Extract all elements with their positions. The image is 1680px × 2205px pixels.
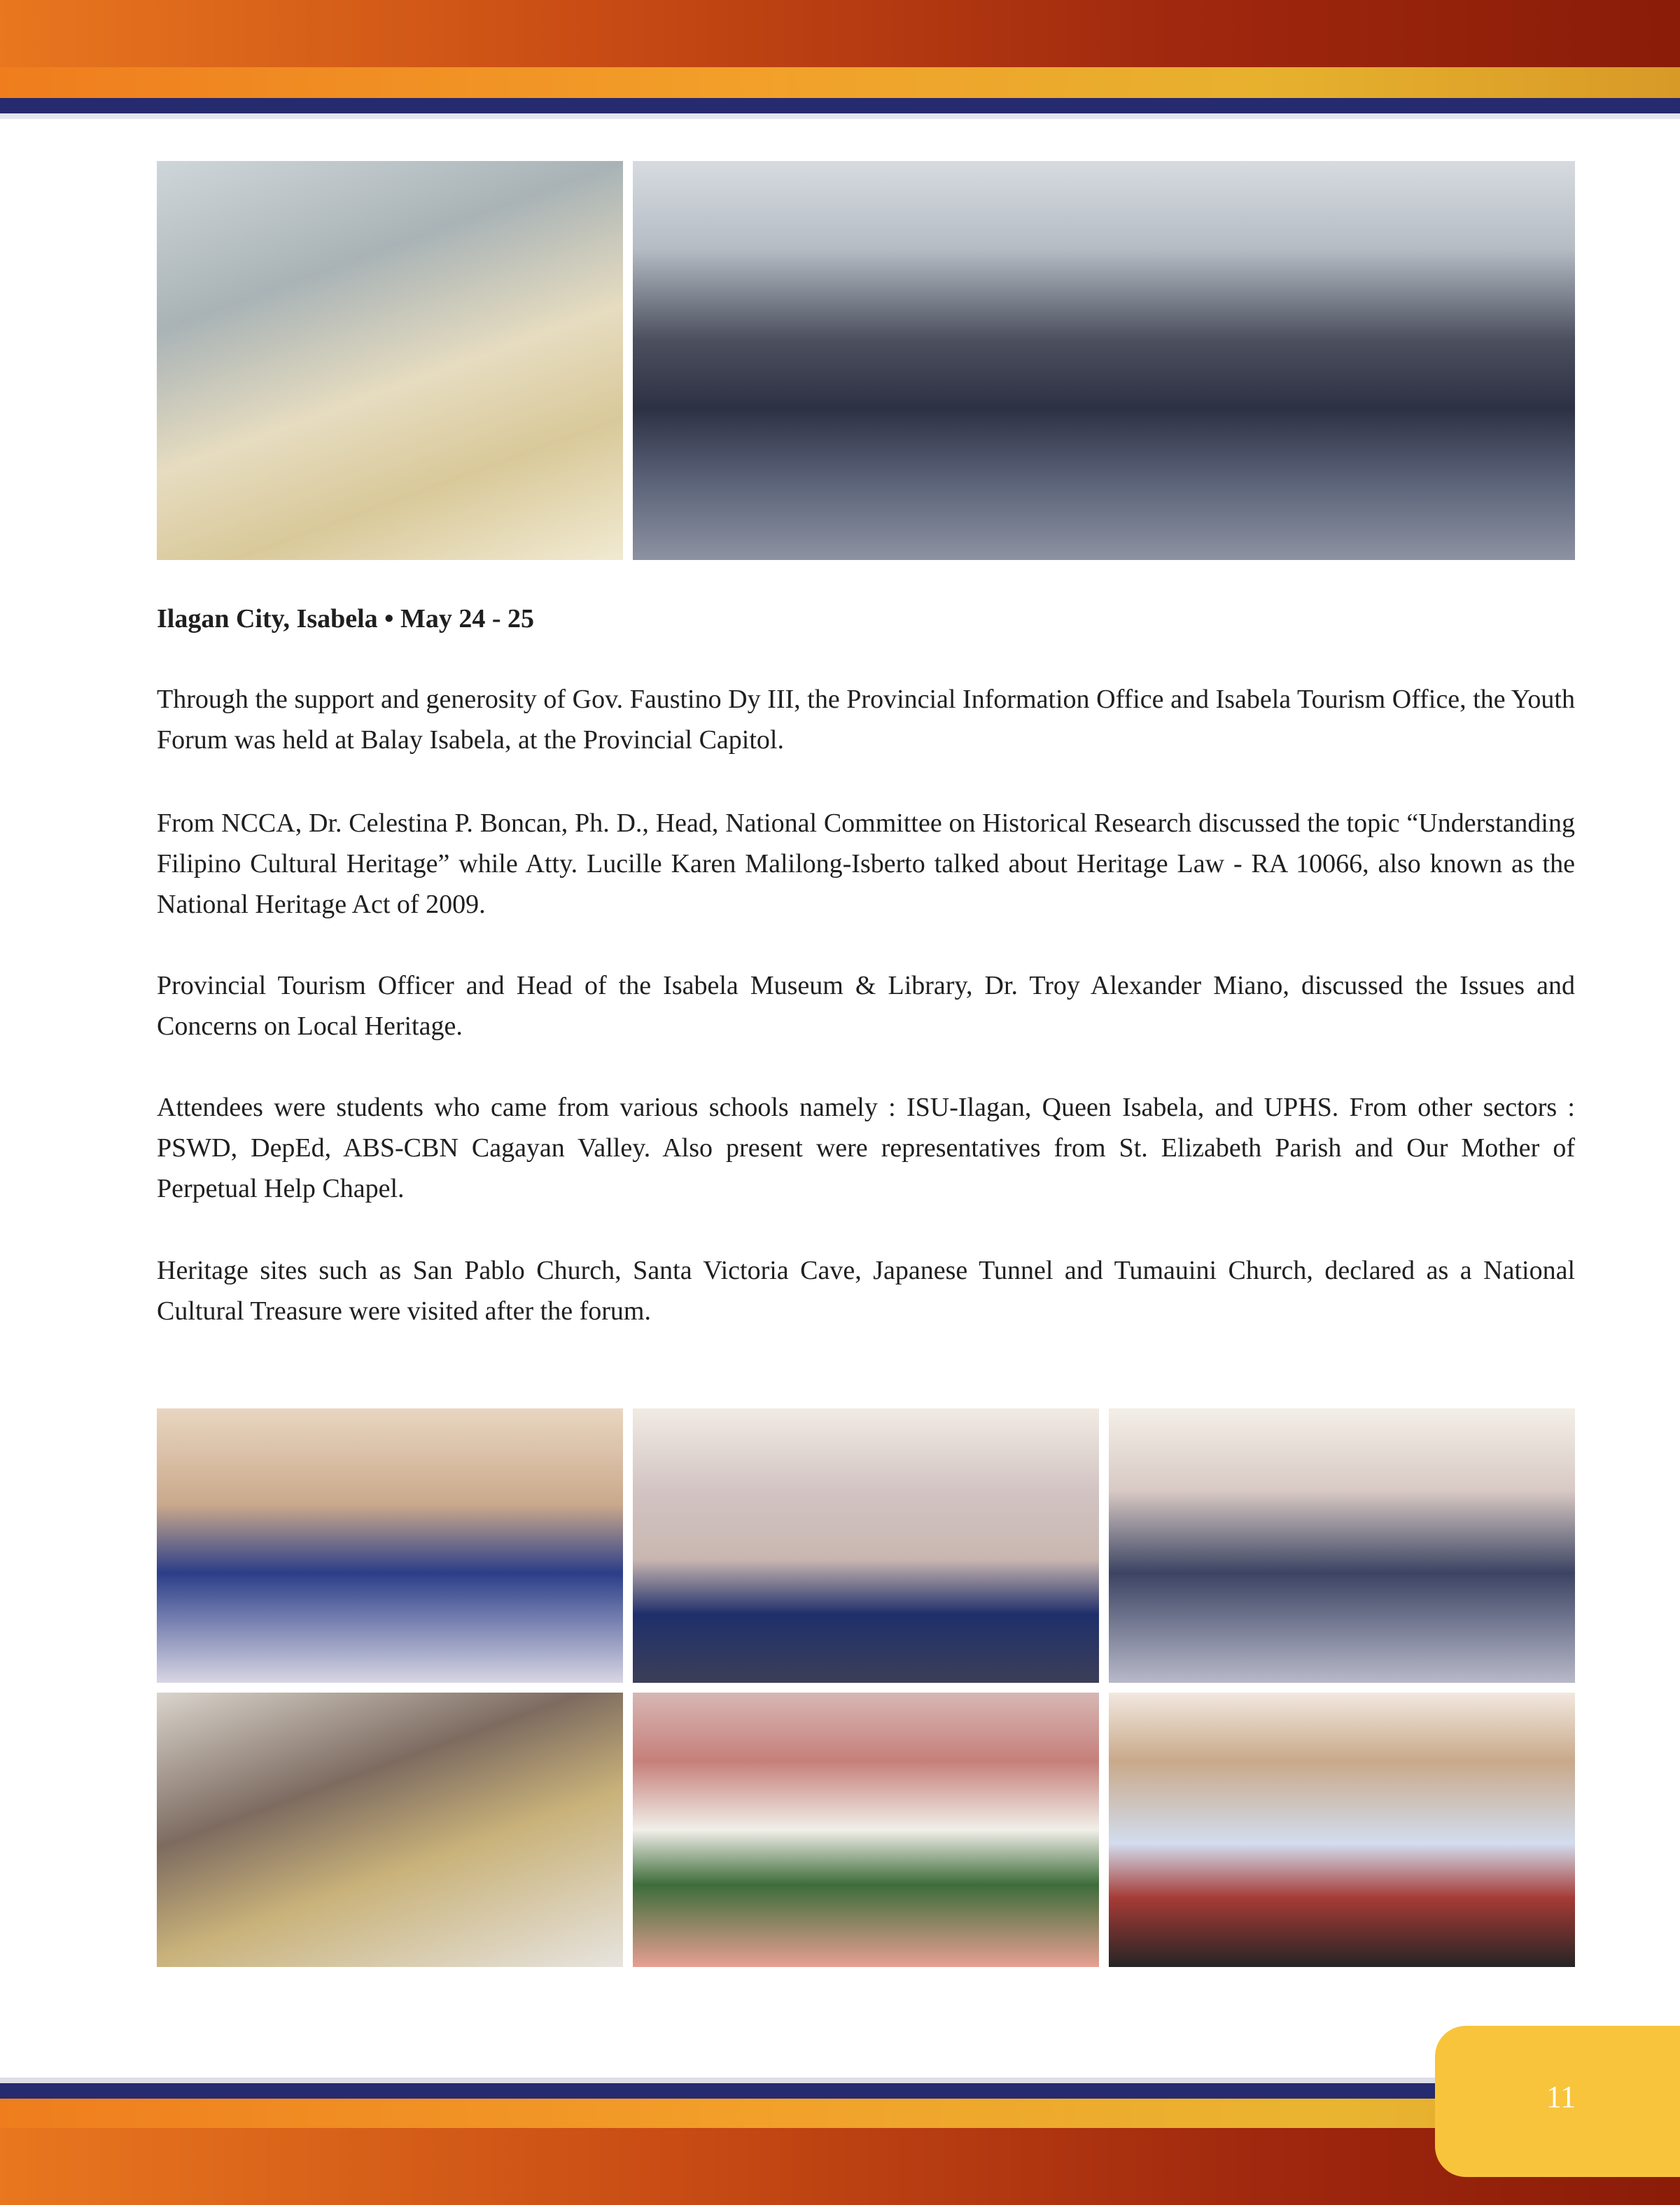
photo-speaker-presentation bbox=[157, 1408, 623, 1683]
paragraph-heritage-sites: Heritage sites such as San Pablo Church, Santa Victoria Cave, Japanese Tunnel and Tumauini Church, declared as a National Cultural Treasure were visited after the forum. bbox=[157, 1256, 1575, 1326]
photo-certificate-awarding bbox=[633, 1693, 1099, 1967]
header-light-stripe bbox=[0, 113, 1680, 119]
event-location: Ilagan City, Isabela bbox=[157, 604, 378, 634]
footer-band bbox=[0, 2078, 1680, 2205]
footer-gold-stripe bbox=[0, 2099, 1680, 2128]
paragraph-speakers: From NCCA, Dr. Celestina P. Boncan, Ph. D., Head, National Committee on Historical Research discussed the topic “Understanding Filipino Cultural Heritage” while Atty. Lucille Karen Malilong-Isberto talked about Heritage Law - RA 10066, also known as the National Heritage Act of 2009. bbox=[157, 808, 1575, 919]
footer-light-stripe bbox=[0, 2078, 1680, 2083]
header-navy-stripe bbox=[0, 98, 1680, 113]
photo-participants-group bbox=[1109, 1408, 1575, 1683]
header-main-band bbox=[0, 0, 1680, 67]
photo-group-portrait bbox=[633, 161, 1575, 560]
header-gold-stripe bbox=[0, 67, 1680, 98]
footer-navy-stripe bbox=[0, 2083, 1680, 2099]
photo-workshop-activity bbox=[157, 1693, 623, 1967]
footer-main-band bbox=[0, 2128, 1680, 2205]
paragraph-support: Through the support and generosity of Gov. Faustino Dy III, the Provincial Information Office and Isabela Tourism Office, the Youth Forum was held at Balay Isabela, at the Provincial Capitol. bbox=[157, 685, 1575, 755]
photo-students-writing-on-paper bbox=[157, 161, 623, 560]
event-dates: May 24 - 25 bbox=[400, 604, 535, 634]
caption-separator: • bbox=[384, 604, 394, 634]
header-band bbox=[0, 0, 1680, 119]
page-number: 11 bbox=[1546, 2080, 1576, 2114]
paragraph-tourism-officer: Provincial Tourism Officer and Head of the Isabela Museum & Library, Dr. Troy Alexander Miano, discussed the Issues and Concerns on Local Heritage. bbox=[157, 971, 1575, 1041]
photo-group-discussion bbox=[1109, 1693, 1575, 1967]
paragraph-attendees: Attendees were students who came from various schools namely : ISU-Ilagan, Queen Isabela, and UPHS. From other sectors : PSWD, DepEd, ABS-CBN Cagayan Valley. Also present were representatives from St. Elizabeth Parish and Our Mother of Perpetual Help Chapel. bbox=[157, 1093, 1575, 1203]
photo-youth-forum-banner bbox=[633, 1408, 1099, 1683]
event-caption bbox=[157, 601, 1575, 637]
